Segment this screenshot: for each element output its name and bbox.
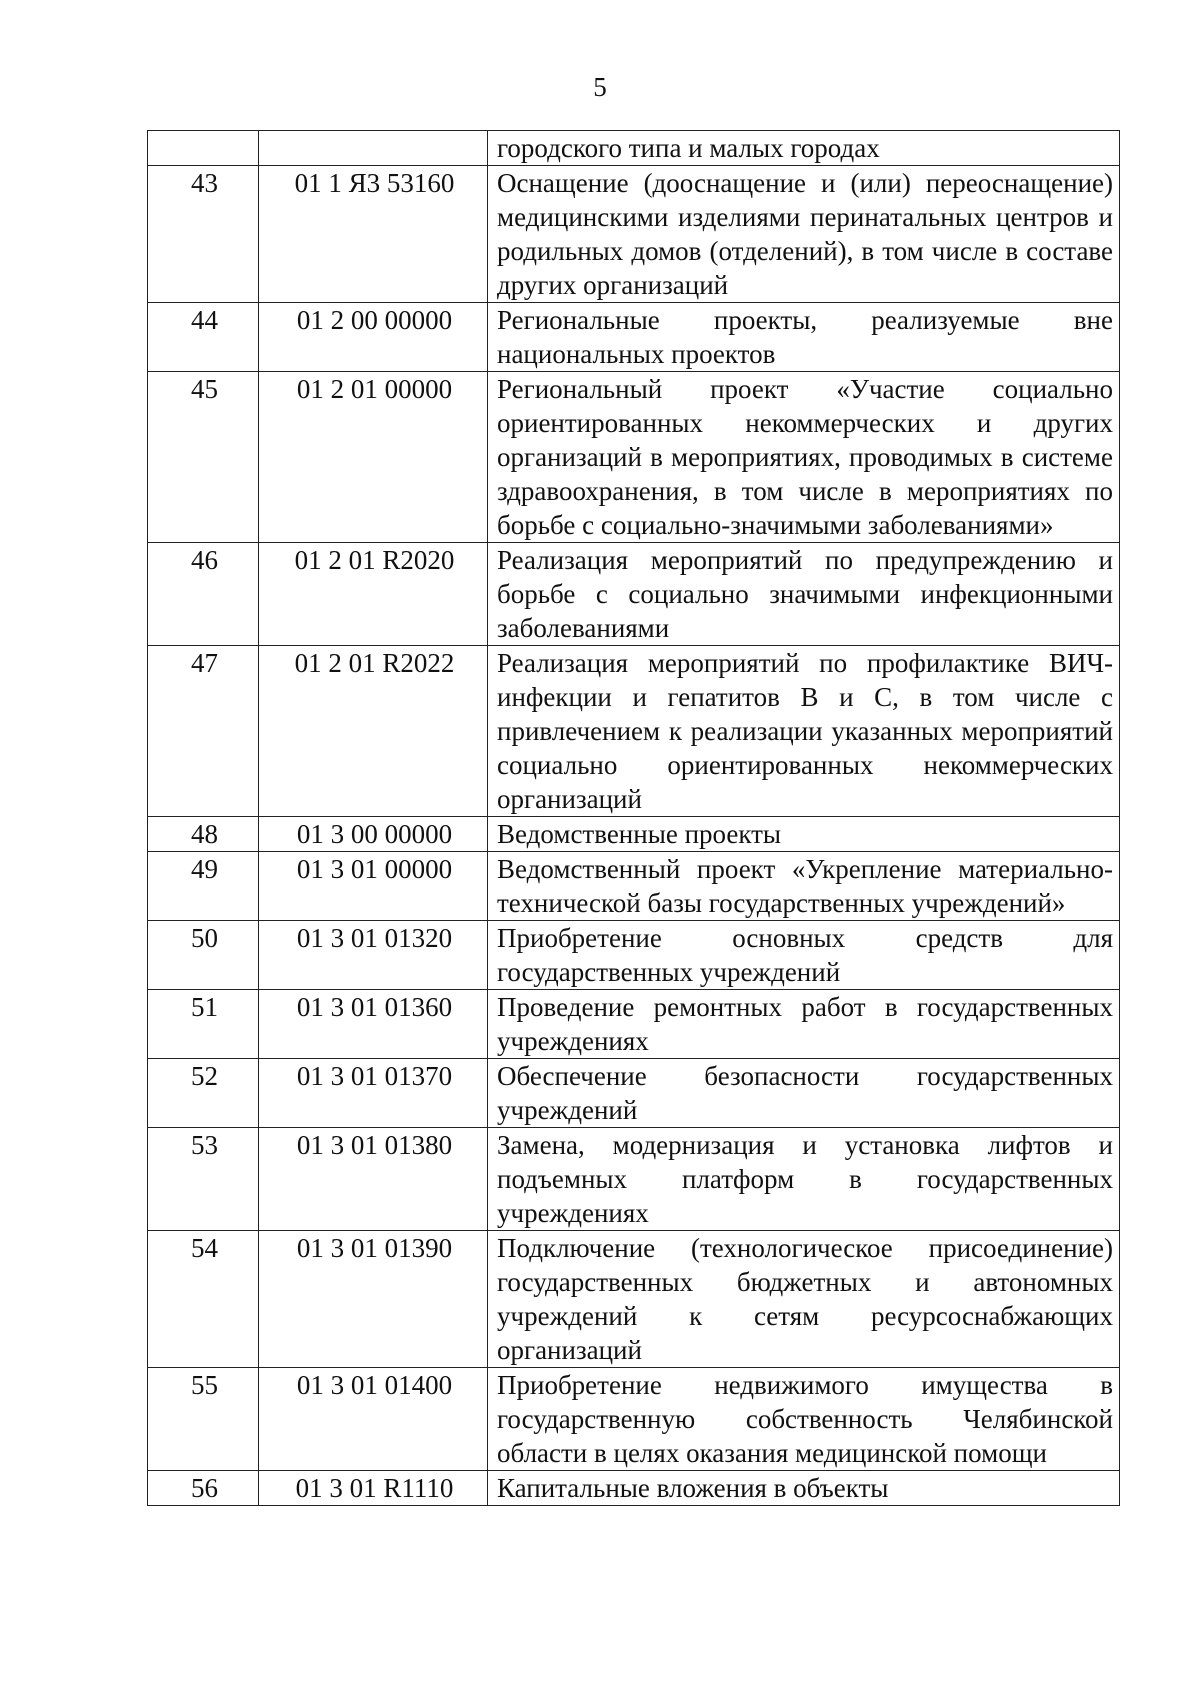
row-number: 47: [148, 646, 259, 817]
item-description: Подключение (технологическое присоединение) государственных бюджетных и автономных учреждений к сетям ресурсоснабжающих организаций: [488, 1231, 1120, 1368]
row-number: 56: [148, 1471, 259, 1506]
item-description: Приобретение основных средств для государственных учреждений: [488, 921, 1120, 990]
row-number: 51: [148, 990, 259, 1059]
target-article-code: 01 3 01 00000: [259, 852, 488, 921]
table-row: [148, 1059, 1120, 1128]
table-row: [148, 646, 1120, 817]
row-number: 55: [148, 1368, 259, 1471]
item-description: Замена, модернизация и установка лифтов и подъемных платформ в государственных учреждениях: [488, 1128, 1120, 1231]
table-row: [148, 303, 1120, 372]
target-article-code: [259, 131, 488, 166]
item-description: Реализация мероприятий по предупреждению и борьбе с социально значимыми инфекционными заболеваниями: [488, 543, 1120, 646]
page-number: 5: [593, 72, 607, 102]
target-article-code: 01 3 01 01380: [259, 1128, 488, 1231]
item-description: Оснащение (дооснащение и (или) переоснащение) медицинскими изделиями перинатальных центров и родильных домов (отделений), в том числе в составе других организаций: [488, 166, 1120, 303]
table-row: [148, 1128, 1120, 1231]
table-row: [148, 990, 1120, 1059]
row-number: 48: [148, 817, 259, 852]
target-article-code: 01 3 01 01400: [259, 1368, 488, 1471]
item-description: Ведомственный проект «Укрепление материально-технической базы государственных учреждений»: [488, 852, 1120, 921]
table-row: [148, 543, 1120, 646]
row-number: 54: [148, 1231, 259, 1368]
table-row: [148, 817, 1120, 852]
item-description: Проведение ремонтных работ в государственных учреждениях: [488, 990, 1120, 1059]
target-article-code: 01 3 01 01390: [259, 1231, 488, 1368]
target-article-code: 01 3 01 01360: [259, 990, 488, 1059]
table-row: [148, 166, 1120, 303]
row-number: 43: [148, 166, 259, 303]
row-number: 49: [148, 852, 259, 921]
target-article-code: 01 3 01 01320: [259, 921, 488, 990]
table-row: [148, 852, 1120, 921]
target-article-code: 01 2 01 00000: [259, 372, 488, 543]
target-article-code: 01 3 00 00000: [259, 817, 488, 852]
item-description: Обеспечение безопасности государственных учреждений: [488, 1059, 1120, 1128]
target-article-code: 01 2 01 R2022: [259, 646, 488, 817]
row-number: 52: [148, 1059, 259, 1128]
table-row: [148, 1368, 1120, 1471]
target-article-code: 01 3 01 01370: [259, 1059, 488, 1128]
item-description: Приобретение недвижимого имущества в государственную собственность Челябинской области в целях оказания медицинской помощи: [488, 1368, 1120, 1471]
table-row: [148, 1471, 1120, 1506]
row-number: 50: [148, 921, 259, 990]
row-number: 53: [148, 1128, 259, 1231]
row-number: [148, 131, 259, 166]
table-row: [148, 921, 1120, 990]
item-description: Реализация мероприятий по профилактике ВИЧ-инфекции и гепатитов B и C, в том числе с привлечением к реализации указанных мероприятий социально ориентированных некоммерческих организаций: [488, 646, 1120, 817]
item-description: Капитальные вложения в объекты: [488, 1471, 1120, 1506]
budget-classification-table: [147, 130, 1120, 1506]
row-number: 46: [148, 543, 259, 646]
table-row: [148, 131, 1120, 166]
target-article-code: 01 2 01 R2020: [259, 543, 488, 646]
item-description: городского типа и малых городах: [488, 131, 1120, 166]
row-number: 45: [148, 372, 259, 543]
table-row: [148, 372, 1120, 543]
item-description: Ведомственные проекты: [488, 817, 1120, 852]
target-article-code: 01 1 Я3 53160: [259, 166, 488, 303]
item-description: Региональный проект «Участие социально ориентированных некоммерческих и других организаций в мероприятиях, проводимых в системе здравоохранения, в том числе в мероприятиях по борьбе с социально-значимыми заболеваниями»: [488, 372, 1120, 543]
item-description: Региональные проекты, реализуемые вне национальных проектов: [488, 303, 1120, 372]
row-number: 44: [148, 303, 259, 372]
target-article-code: 01 2 00 00000: [259, 303, 488, 372]
table-row: [148, 1231, 1120, 1368]
target-article-code: 01 3 01 R1110: [259, 1471, 488, 1506]
